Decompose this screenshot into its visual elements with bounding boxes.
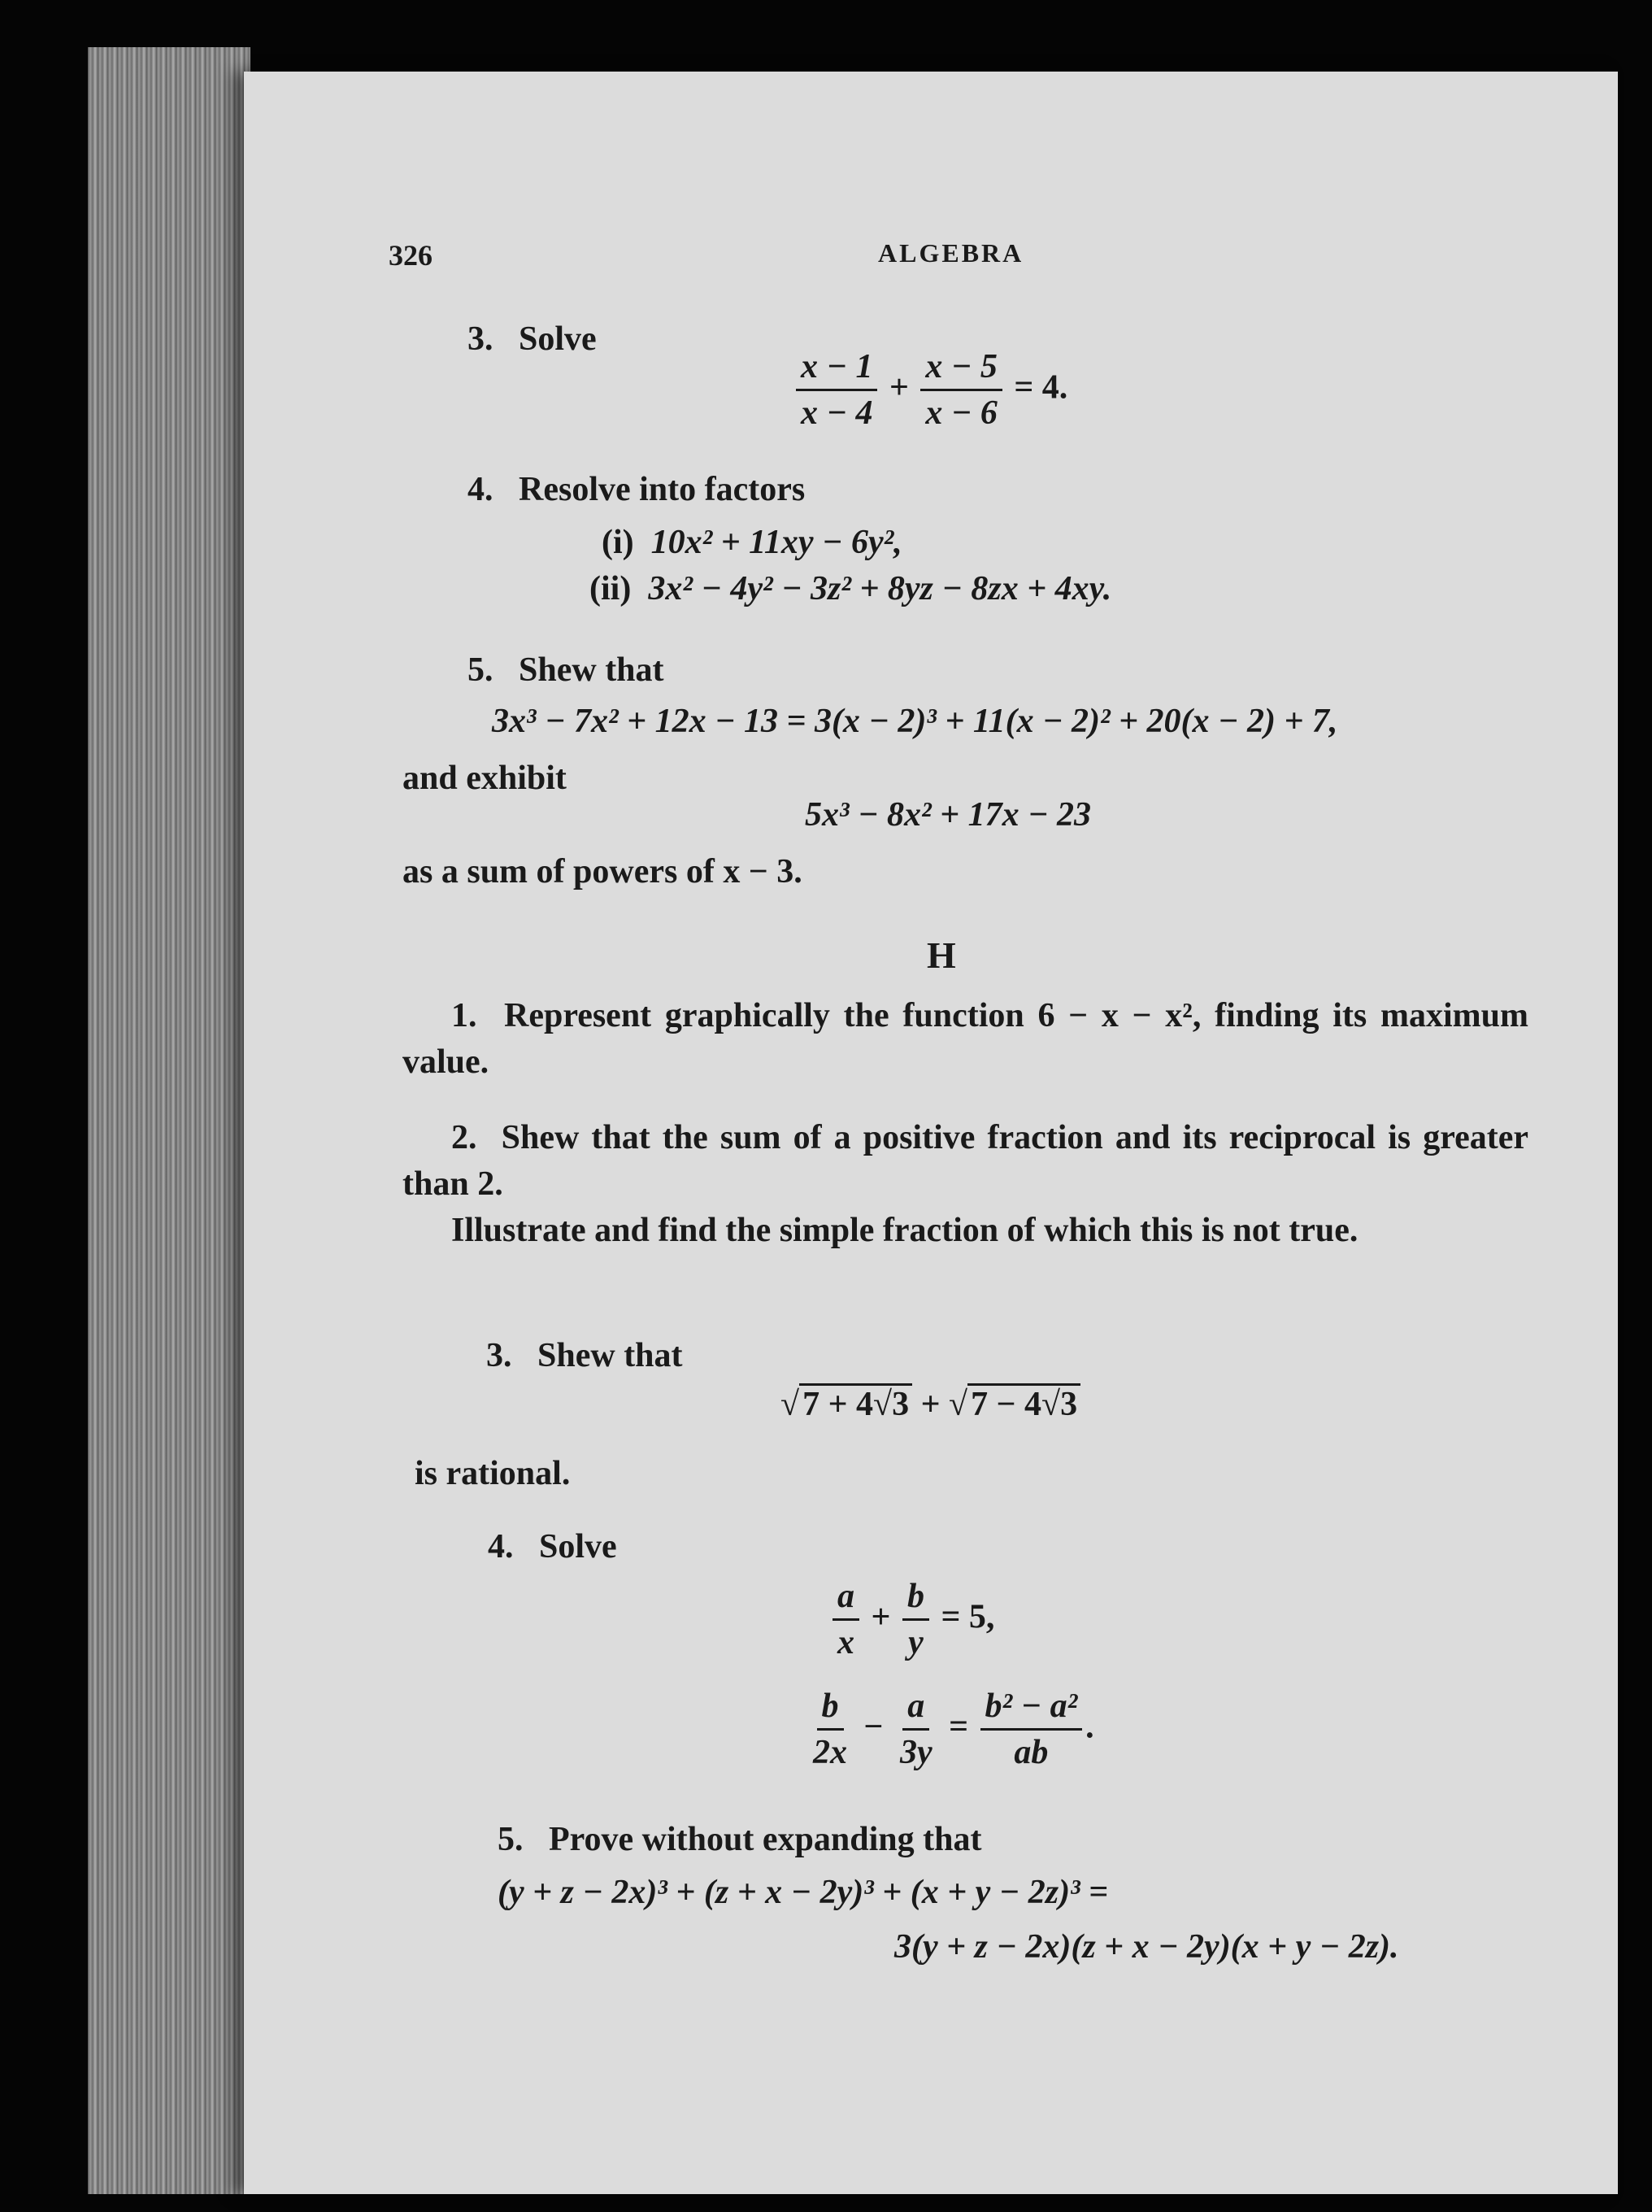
fraction: $\frac{a}{3y}$ — [899, 1687, 933, 1772]
question-text: Shew that the sum of a positive fraction and its reciprocal is greater than 2. — [402, 1119, 1529, 1203]
question-label: Solve — [519, 320, 597, 358]
cube-identity-rhs: 3(y + z − 2x)(z + x − 2y)(x + y − 2z). — [894, 1928, 1399, 1966]
question-h2-part2: Illustrate and find the simple fraction of which this is not true. — [451, 1212, 1359, 1249]
fraction: $\frac{\text{b² − a²}}{ab}$ — [980, 1687, 1083, 1771]
question-label: Resolve into factors — [519, 471, 806, 508]
equation-rhs: = 5, — [941, 1598, 995, 1636]
book-page — [244, 72, 1618, 2194]
polynomial: 5x³ − 8x² + 17x − 23 — [805, 796, 1092, 834]
question-g3 — [467, 320, 597, 359]
running-title: ALGEBRA — [878, 238, 1024, 268]
square-root: √7 − 4√3 — [949, 1383, 1080, 1423]
question-label: Solve — [539, 1528, 617, 1565]
fraction: $\frac{a}{x}$ — [833, 1578, 859, 1661]
question-g5 — [467, 651, 664, 690]
identity: 3x³ − 7x² + 12x − 13 = 3(x − 2)³ + 11(x − 2)² + 20(x − 2) + 7, — [492, 703, 1338, 740]
plus-sign: + — [920, 1386, 941, 1423]
equals-sign: = — [949, 1708, 969, 1746]
factor-item-i — [602, 523, 902, 562]
rational-text: is rational. — [415, 1455, 571, 1492]
equation-rhs: = 4. — [1014, 368, 1068, 407]
question-h5 — [498, 1820, 981, 1859]
simultaneous-equation-1 — [829, 1578, 994, 1661]
question-number: 3. — [486, 1337, 512, 1374]
question-h4 — [488, 1527, 617, 1566]
factor-item-ii — [589, 569, 1111, 608]
book-spine-edge — [88, 47, 250, 2194]
period: . — [1085, 1708, 1094, 1746]
fraction: $\frac{x - 5}{x - 6}$ — [920, 348, 1002, 432]
fraction: $\frac{b}{y}$ — [902, 1578, 929, 1661]
expression: 3x² − 4y² − 3z² + 8yz − 8zx + 4xy. — [648, 570, 1112, 607]
fraction: $\frac{b}{2x}$ — [813, 1687, 847, 1772]
equation-g3 — [793, 348, 1067, 432]
question-h1 — [402, 993, 1528, 1085]
question-text: Represent graphically the function 6 − x − x², finding its maximum value. — [402, 997, 1528, 1081]
question-number: 3. — [467, 320, 493, 358]
question-label: Shew that — [537, 1337, 683, 1374]
question-number: 5. — [498, 1821, 524, 1858]
and-exhibit-text: and exhibit — [402, 760, 567, 797]
item-label: (i) — [602, 524, 634, 561]
section-heading: H — [927, 934, 956, 976]
cube-identity-lhs: (y + z − 2x)³ + (z + x − 2y)³ + (x + y − 2z)³ = — [498, 1874, 1109, 1911]
square-root: √7 + 4√3 — [780, 1383, 912, 1423]
question-label: Prove without expanding that — [549, 1821, 982, 1858]
page-number: 326 — [389, 239, 433, 272]
simultaneous-equation-2 — [805, 1687, 1094, 1771]
minus-sign: − — [863, 1708, 884, 1746]
plus-sign: + — [871, 1598, 891, 1636]
fraction: $\frac{x - 1}{x - 4}$ — [796, 348, 877, 432]
question-number: 1. — [451, 997, 477, 1034]
question-number: 4. — [488, 1528, 514, 1565]
plus-sign: + — [889, 368, 909, 407]
radical-expression — [780, 1385, 1080, 1424]
item-label: (ii) — [589, 570, 632, 607]
question-h2 — [402, 1115, 1528, 1207]
question-number: 2. — [451, 1119, 477, 1156]
question-g4 — [467, 470, 805, 509]
question-number: 5. — [467, 651, 493, 689]
question-number: 4. — [467, 471, 493, 508]
powers-text: as a sum of powers of x − 3. — [402, 853, 802, 890]
question-h3 — [486, 1336, 683, 1375]
expression: 10x² + 11xy − 6y², — [650, 524, 902, 561]
question-label: Shew that — [519, 651, 664, 689]
